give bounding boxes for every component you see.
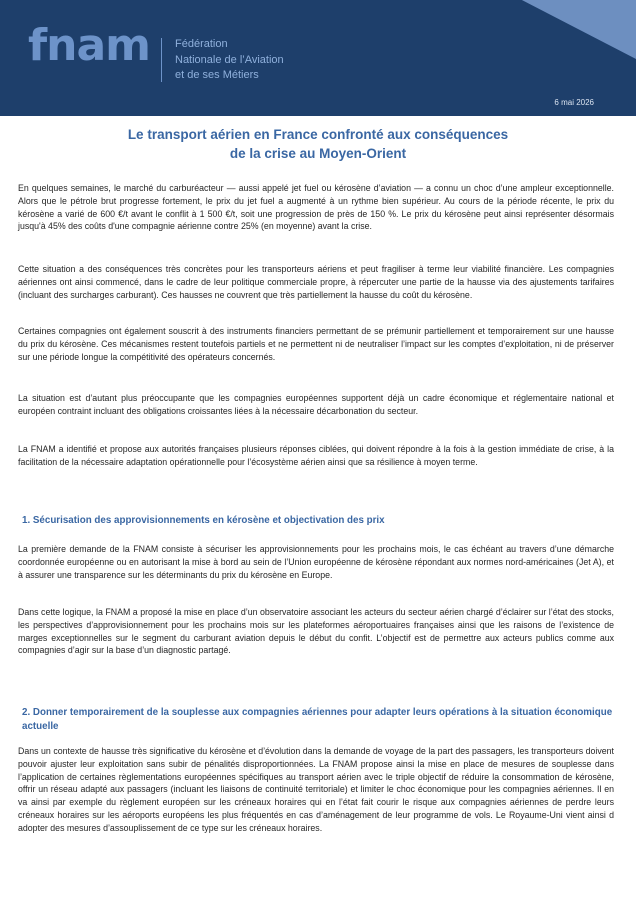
section-heading: 2. Donner temporairement de la souplesse aux compagnies aériennes pour adapter leurs opérations à la situation économique actuelle xyxy=(22,707,613,732)
section-paragraph: La première demande de la FNAM consiste à sécuriser les approvisionnements pour les prochains mois, le cas échéant au travers d’une démarche coordonnée européenne ou en autorisant la mise à bord au sein de l’Union européenne de kérosène répondant aux normes nord-américaines (Jet A), et à assurer une transparence sur les déterminants du prix du kérosène en Europe. xyxy=(18,544,614,580)
title-line: de la crise au Moyen-Orient xyxy=(229,146,407,161)
federation-line: Fédération xyxy=(175,38,228,50)
fnam-logo: fnam xyxy=(28,20,151,71)
intro-paragraph: En quelques semaines, le marché du carburéacteur — aussi appelé jet fuel ou kérosène d’aviation — a connu un choc d’une ampleur exceptionnelle. Alors que le pétrole brut progresse fortement, le prix du jet fuel a augmenté à un rythme bien supérieur. Au cours de la période récente, le prix du kérosène a varié de 600 €/t avant le conflit à 1 500 €/t, soit une progression de près de 150 %. Le prix du kérosène peut ainsi représenter désormais jusqu'à 45% des coûts d'une compagnie aérienne contre 25% (en moyenne) avant la crise. xyxy=(18,183,614,232)
logo-divider xyxy=(161,38,162,82)
intro-paragraph: La FNAM a identifié et propose aux autorités françaises plusieurs réponses ciblées, qui doivent répondre à la fois à la gestion immédiate de crise, à la facilitation de la nécessaire adaptation opérationnelle pour l’écosystème aérien ainsi que sa résilience à moyen terme. xyxy=(18,444,614,467)
section-paragraph: Dans cette logique, la FNAM a proposé la mise en place d’un observatoire associant les acteurs du secteur aérien chargé d’éclairer sur l’état des stocks, les perspectives d’approvisionnement pour les prochains mois sur les plateformes aéroportuaires françaises ainsi que les raisons de l’existence de marges exceptionnelles sur le segment du carburant aviation depuis le début du confit. L’objectif est de permettre aux acteurs publics comme aux compagnies d’agir sur la base d’un diagnostic partagé. xyxy=(18,607,614,656)
federation-line: et de ses Métiers xyxy=(175,69,259,81)
section-heading: 1. Sécurisation des approvisionnements en kérosène et objectivation des prix xyxy=(22,515,385,526)
intro-paragraph: La situation est d’autant plus préoccupante que les compagnies européennes supportent déjà un cadre économique et réglementaire national et européen contraint incluant des obligations croissantes liées à la nécessaire décarbonation du secteur. xyxy=(18,393,614,416)
federation-name xyxy=(175,37,284,84)
document-date: 6 mai 2026 xyxy=(554,98,594,107)
header-banner xyxy=(0,0,636,116)
document-title xyxy=(40,125,596,163)
federation-line: Nationale de l’Aviation xyxy=(175,53,284,66)
intro-paragraph: Certaines compagnies ont également souscrit à des instruments financiers permettant de se prémunir partiellement et temporairement sur une hausse du prix du kérosène. Ces mécanismes restent toutefois partiels et ne permettent ni de neutraliser l’impact sur les comptes d’exploitation, ni de préserver sur une période longue la compétitivité des opérateurs concernés. xyxy=(18,326,614,362)
section-paragraph: Dans un contexte de hausse très significative du kérosène et d’évolution dans la demande de voyage de la part des passagers, les transporteurs doivent pouvoir ajuster leur exploitation sans subir de pénalités disproportionnées. La FNAM propose ainsi la mise en place de mesures de souplesse dans l’application de certaines règlementations européennes spécifiques au transport aérien avec le triple objectif de réduire la consommation de kérosène, offrir un réseau adapté aux passagers (incluant les liaisons de continuité territoriale) et limiter le choc économique pour les compagnies aériennes. Il en va ainsi par exemple du règlement européen sur les créneaux horaires qui en l’état fait courir le risque aux compagnies aériennes de perdre leurs créneaux horaires sur les aéroports européens les plus fréquentés en cas d’aménagement de leur programme de vols. Le Royaume-Uni vient ainsi d adopter des mesures d’assouplissement de ce type sur les créneaux horaires. xyxy=(18,746,614,833)
intro-paragraph: Cette situation a des conséquences très concrètes pour les transporteurs aériens et peut fragiliser à terme leur viabilité financière. Les compagnies aériennes ont ainsi commencé, dans le cadre de leur politique commerciale propre, à répercuter une partie de la hausse via des ajustements tarifaires (incluant des surcharges carburant). Ces hausses ne couvrent que très partiellement la hausse du coût du kérosène. xyxy=(18,264,614,300)
title-line: Le transport aérien en France confronté aux conséquences xyxy=(127,127,509,142)
corner-accent xyxy=(518,0,636,60)
